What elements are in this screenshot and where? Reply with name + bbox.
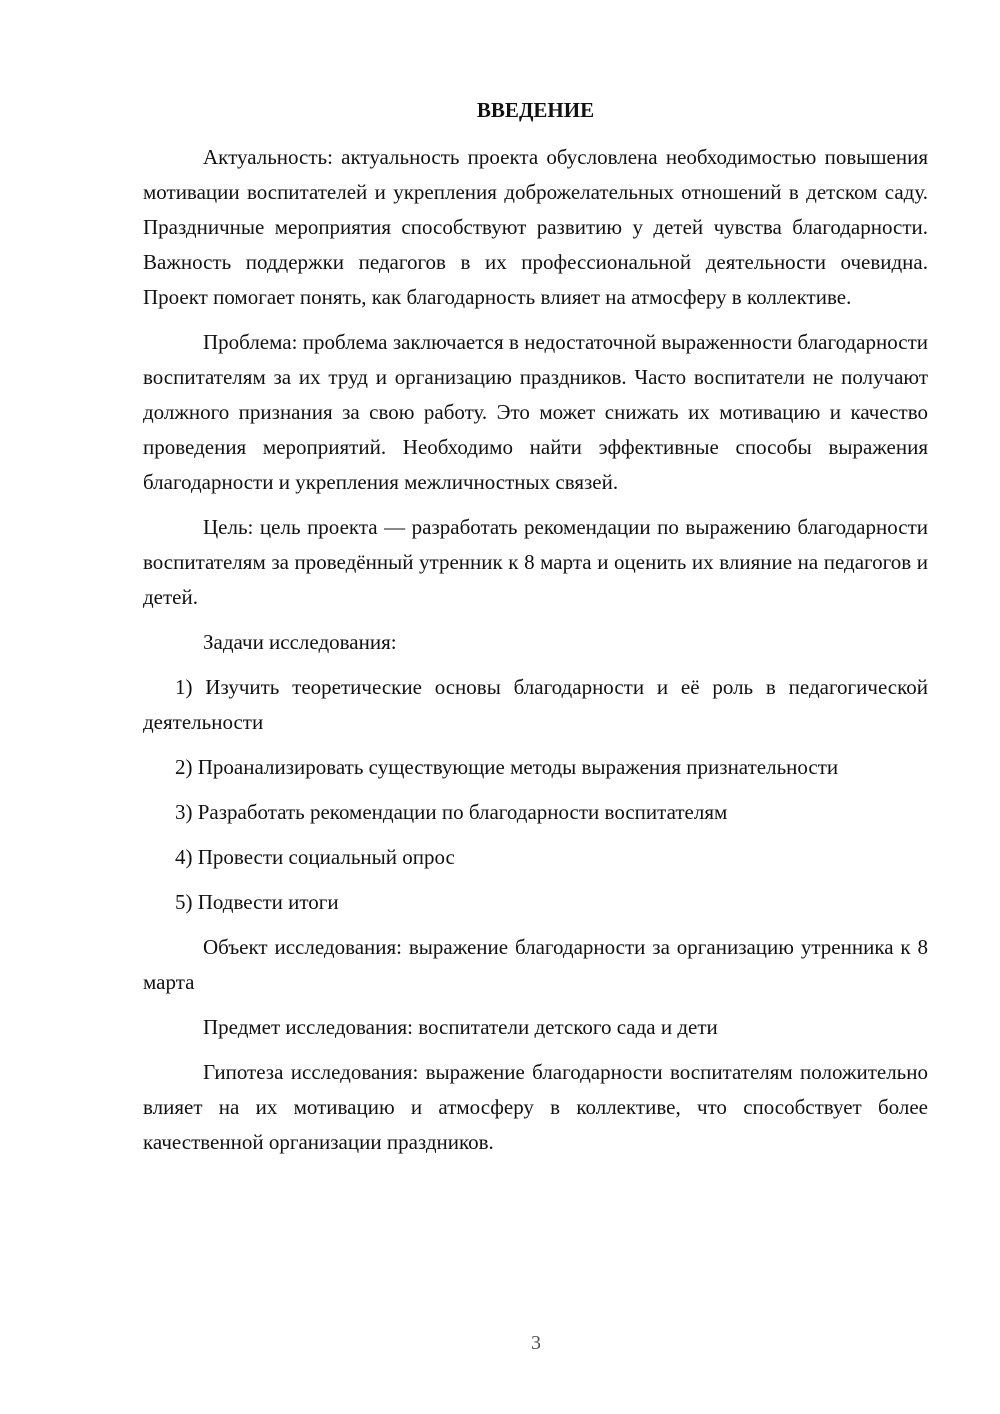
list-item: 4) Провести социальный опрос — [175, 845, 455, 869]
paragraph-hypothesis: Гипотеза исследования: выражение благодарности воспитателям положительно влияет на их мотивацию и атмосферу в коллективе, что способствует более качественной организации праздников. — [143, 1060, 928, 1154]
tasks-list — [143, 670, 928, 920]
tasks-title: Задачи исследования: — [203, 630, 397, 654]
paragraph-problem: Проблема: проблема заключается в недостаточной выраженности благодарности воспитателям за их труд и организацию праздников. Часто воспитатели не получают должного признания за свою работу. Это может снижать их мотивацию и качество проведения мероприятий. Необходимо найти эффективные способы выражения благодарности и укрепления межличностных связей. — [143, 330, 928, 494]
paragraph-subject: Предмет исследования: воспитатели детского сада и дети — [203, 1015, 718, 1039]
page-content — [143, 93, 928, 1170]
list-item: 2) Проанализировать существующие методы выражения признательности — [175, 755, 839, 779]
list-item: 3) Разработать рекомендации по благодарности воспитателям — [175, 800, 728, 824]
page-number: 3 — [531, 1332, 541, 1354]
paragraph-relevance: Актуальность: актуальность проекта обусловлена необходимостью повышения мотивации воспитателей и укрепления доброжелательных отношений в детском саду. Праздничные мероприятия способствуют развитию у детей чувства благодарности. Важность поддержки педагогов в их профессиональной деятельности очевидна. Проект помогает понять, как благодарность влияет на атмосферу в коллективе. — [143, 145, 928, 309]
paragraph-object: Объект исследования: выражение благодарности за организацию утренника к 8 марта — [143, 935, 928, 994]
paragraph-goal: Цель: цель проекта — разработать рекомендации по выражению благодарности воспитателям за проведённый утренник к 8 марта и оценить их влияние на педагогов и детей. — [143, 515, 928, 609]
section-heading: ВВЕДЕНИЕ — [476, 98, 595, 122]
list-item: 5) Подвести итоги — [175, 890, 339, 914]
list-item: 1) Изучить теоретические основы благодарности и её роль в педагогической деятельности — [143, 675, 928, 734]
